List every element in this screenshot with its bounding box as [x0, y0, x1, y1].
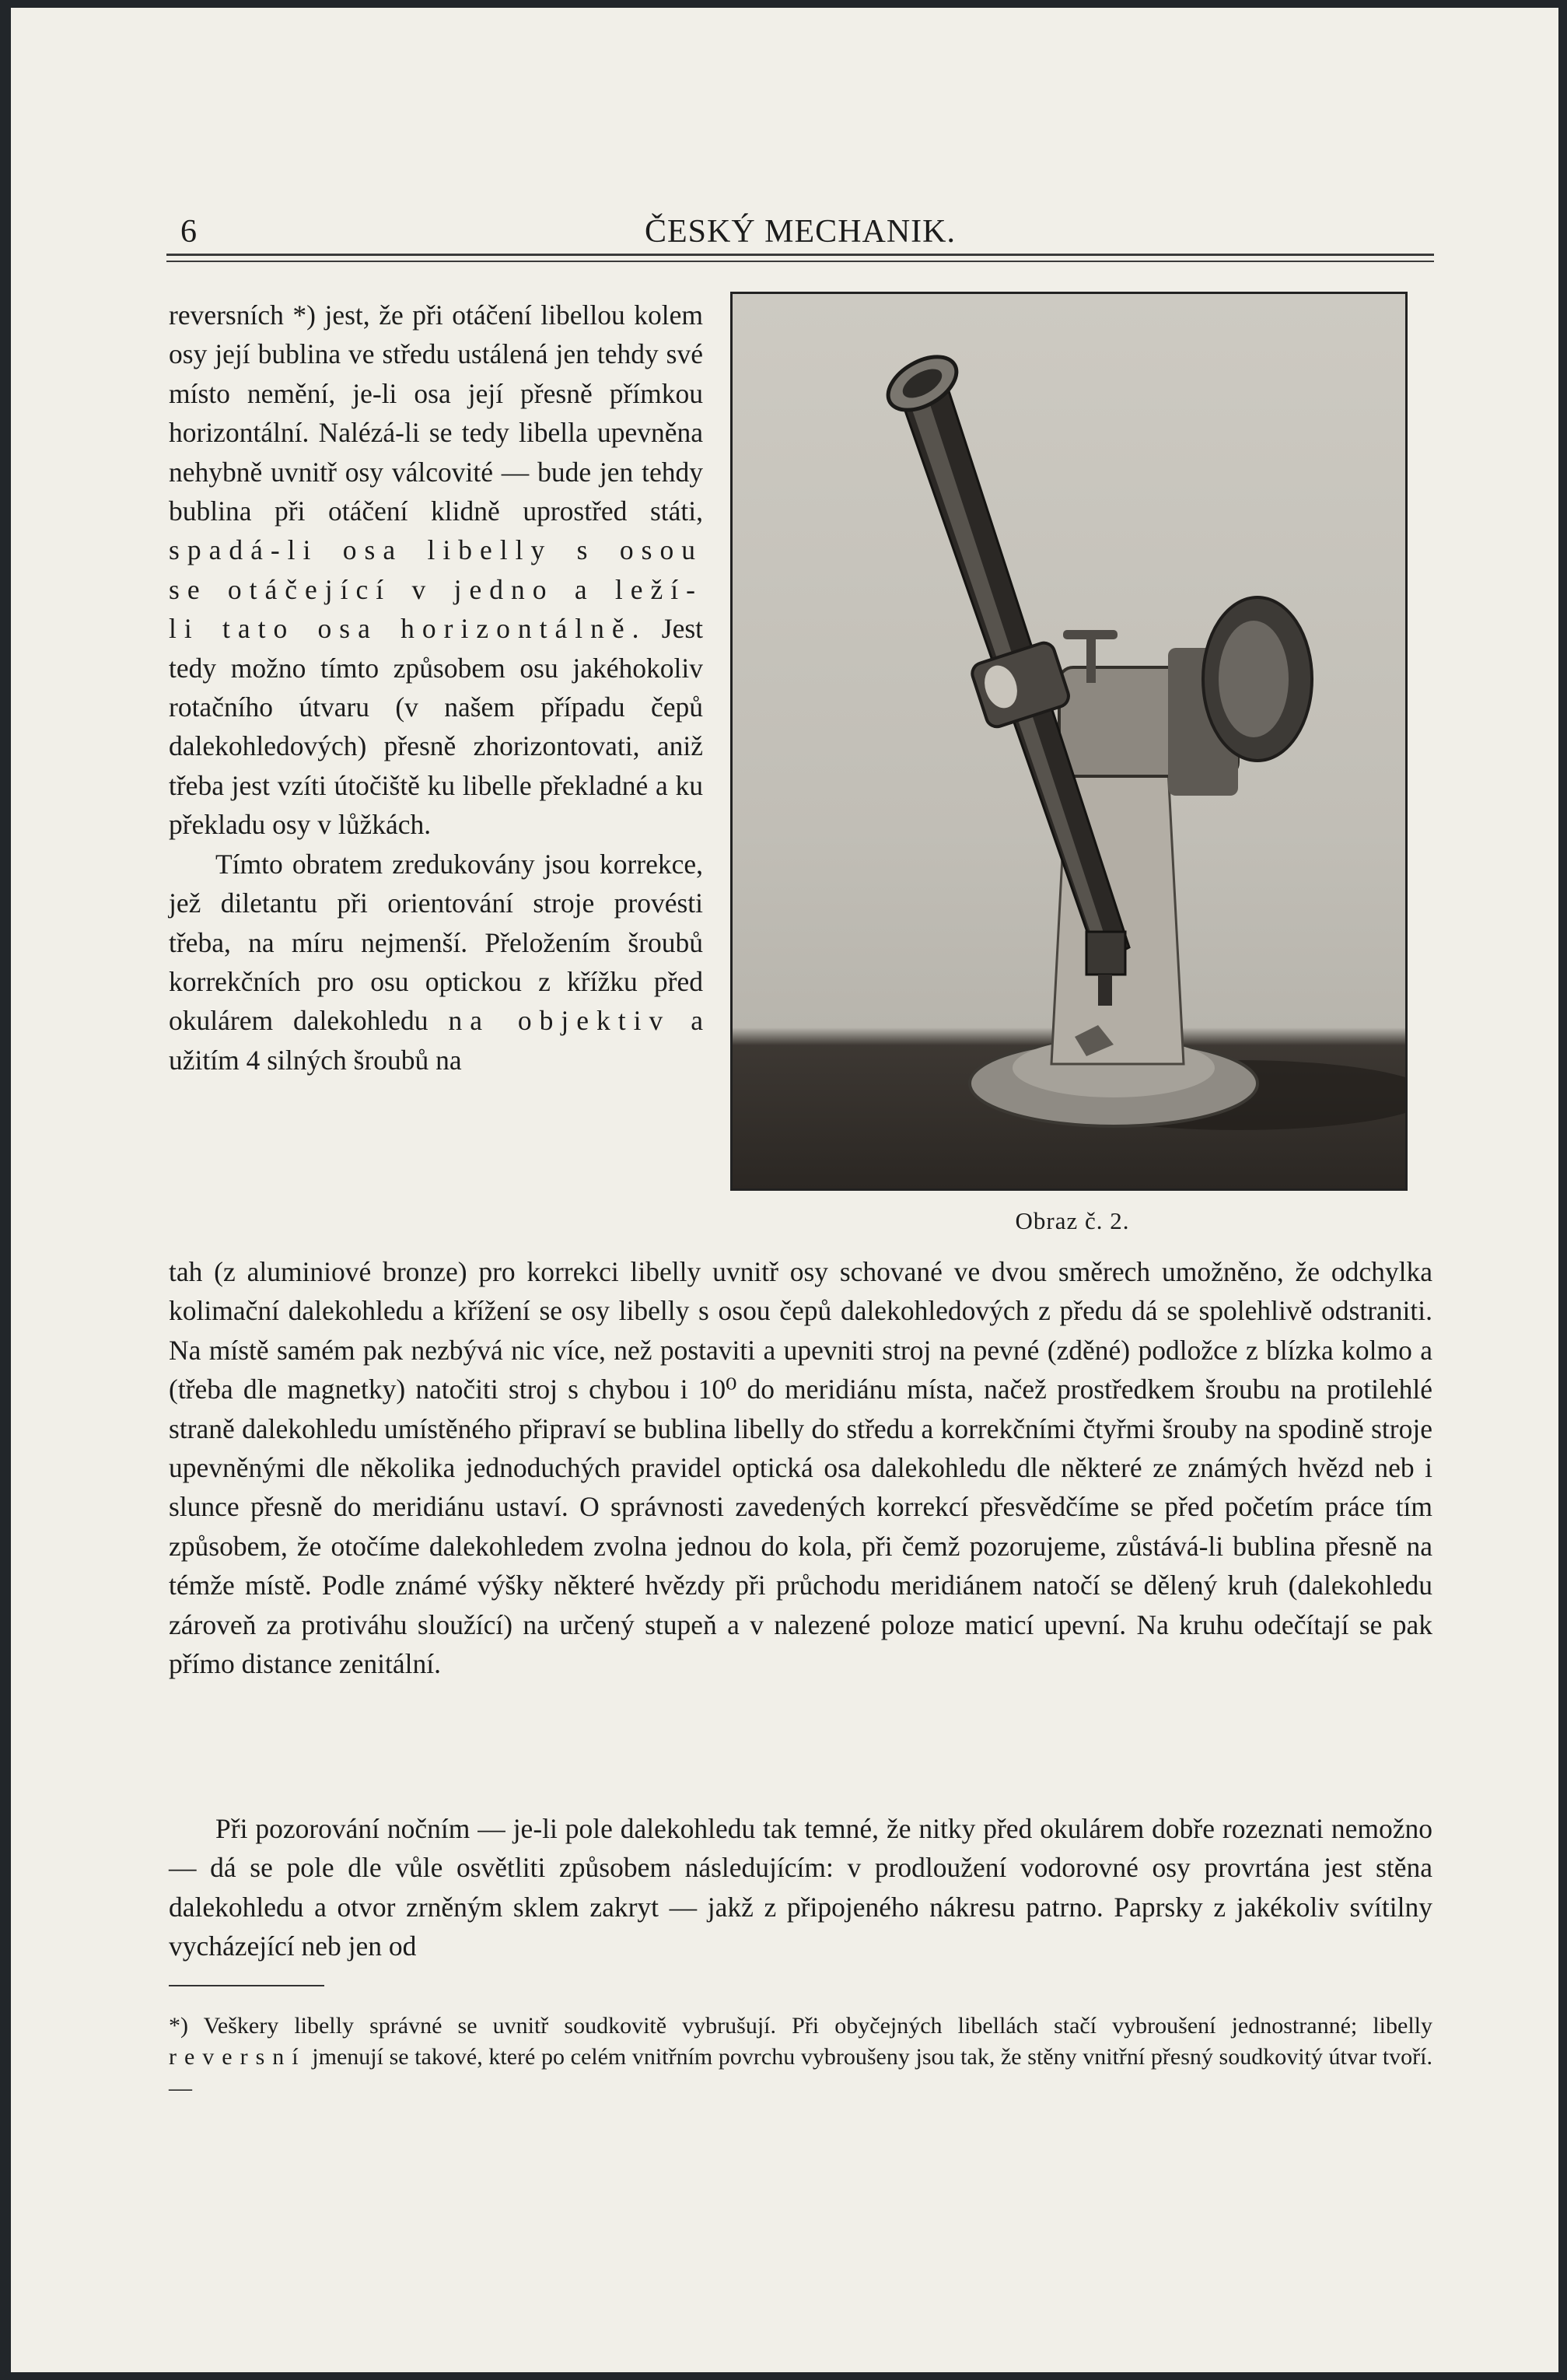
paragraph-3-text: Při pozorování nočním — je-li pole dalekohledu tak temné, že nitky před okulárem dobře rozeznati nemožno — dá se pole dle vůle osvětliti způsobem následujícím: v prodloužení vodorovné osy provrtána jest stěna dalekohledu a otvor zrněným sklem zakryt — jakž z připojeného nákresu patrno. Paprsky z jakékoliv svítilny vycházející neb jen od: [169, 1813, 1432, 1962]
figure-caption: Obraz č. 2.: [1015, 1207, 1130, 1234]
paragraph-2-column-end: a užitím 4 silných šroubů na: [169, 1005, 703, 1076]
left-column: [169, 296, 703, 1080]
paragraph-2-start: Tímto obratem zredukovány jsou korrekce, jež diletantu při orientování stroje provésti třeba, na míru nejmenší. Přeložením šroubů korrekčních pro osu optickou z křížku před okulárem dalekohledu: [169, 848, 703, 1037]
spaced-emphasis: spadá-li osa libelly s osou se otáčející v jedno a leží-li tato osa horizontálně.: [169, 534, 703, 645]
footnote-spaced-term: reversní: [169, 2044, 306, 2070]
paragraph-2: [169, 845, 703, 1080]
paragraph-2-continuation: [169, 1252, 1432, 1683]
spaced-emphasis-objective: na objektiv: [448, 1005, 671, 1037]
paragraph-1-start: reversních *) jest, že při otáčení libellou kolem osy její bublina ve středu ustálená jen tehdy své místo nemění, je-li osa její přesně přímkou horizontální. Nalézá-li se tedy libella upevněna nehybně uvnitř osy válcovité — bude jen tehdy bublina při otáčení klidně uprostřed státi,: [169, 299, 703, 527]
page-number: 6: [180, 214, 197, 250]
paragraph-3: [169, 1809, 1432, 1966]
paragraph-2-cont-text: tah (z aluminiové bronze) pro korrekci libelly uvnitř osy schované ve dvou směrech umožněno, že odchylka kolimační dalekohledu a křížení se osy libelly s osou čepů dalekohledových z předu dá se spolehlivě odstraniti. Na místě samém pak nezbývá nic více, než postaviti a upevniti stroj na pevné (zděné) podložce z blízka kolmo a (třeba dle magnetky) natočiti stroj s chybou i 10⁰ do meridiánu místa, načež prostředkem šroubu na protilehlé straně dalekohledu umístěného připraví se bublina libelly do středu a korrekčními čtyřmi šrouby na spodině stroje upevněnými dle několika jednoduchých pravidel optická osa dalekohledu dle některé ze známých hvězd neb i slunce přesně do meridiánu ustaví. O správnosti zavedených korrekcí přesvědčíme se před početím práce tím způsobem, že otočíme dalekohledem zvolna jednou do kola, při čemž pozorujeme, zůstává-li bublina přesně na témže místě. Podle známé výšky některé hvězdy při průchodu meridiánem natočí se dělený kruh (dalekohledu zároveň za protiváhu sloužící) na určený stupeň a v nalezené poloze maticí upevní. Na kruhu odečítají se pak přímo distance zenitální.: [169, 1256, 1432, 1680]
header-rule-double: [166, 261, 1434, 262]
header-rule: [166, 254, 1434, 256]
page: [11, 8, 1558, 2372]
footnote-end: jmenují se takové, které po celém vnitřním povrchu vybroušeny jsou tak, že stěny vnitřní přesný soudkovitý útvar tvoří. —: [169, 2044, 1433, 2101]
page-header: [166, 208, 1434, 255]
paragraph-1: [169, 296, 703, 845]
footnote: [169, 2011, 1432, 2104]
telescope-illustration: [733, 294, 1405, 1188]
paragraph-1-end: Jest tedy možno tímto způsobem osu jakéhokoliv rotačního útvaru (v našem případu čepů dalekohledových) přesně zhorizontovati, aniž třeba jest vzíti útočiště ku libelle překladné a ku překladu osy v lůžkách.: [169, 613, 704, 841]
footnote-rule: [169, 1985, 324, 1986]
telescope-photograph: [730, 292, 1408, 1191]
footnote-start: *) Veškery libelly správné se uvnitř soudkovitě vybrušují. Při obyčejných libellách stačí vybroušení jednostranné; libelly: [169, 2013, 1432, 2039]
journal-title: ČESKÝ MECHANIK.: [644, 214, 956, 250]
